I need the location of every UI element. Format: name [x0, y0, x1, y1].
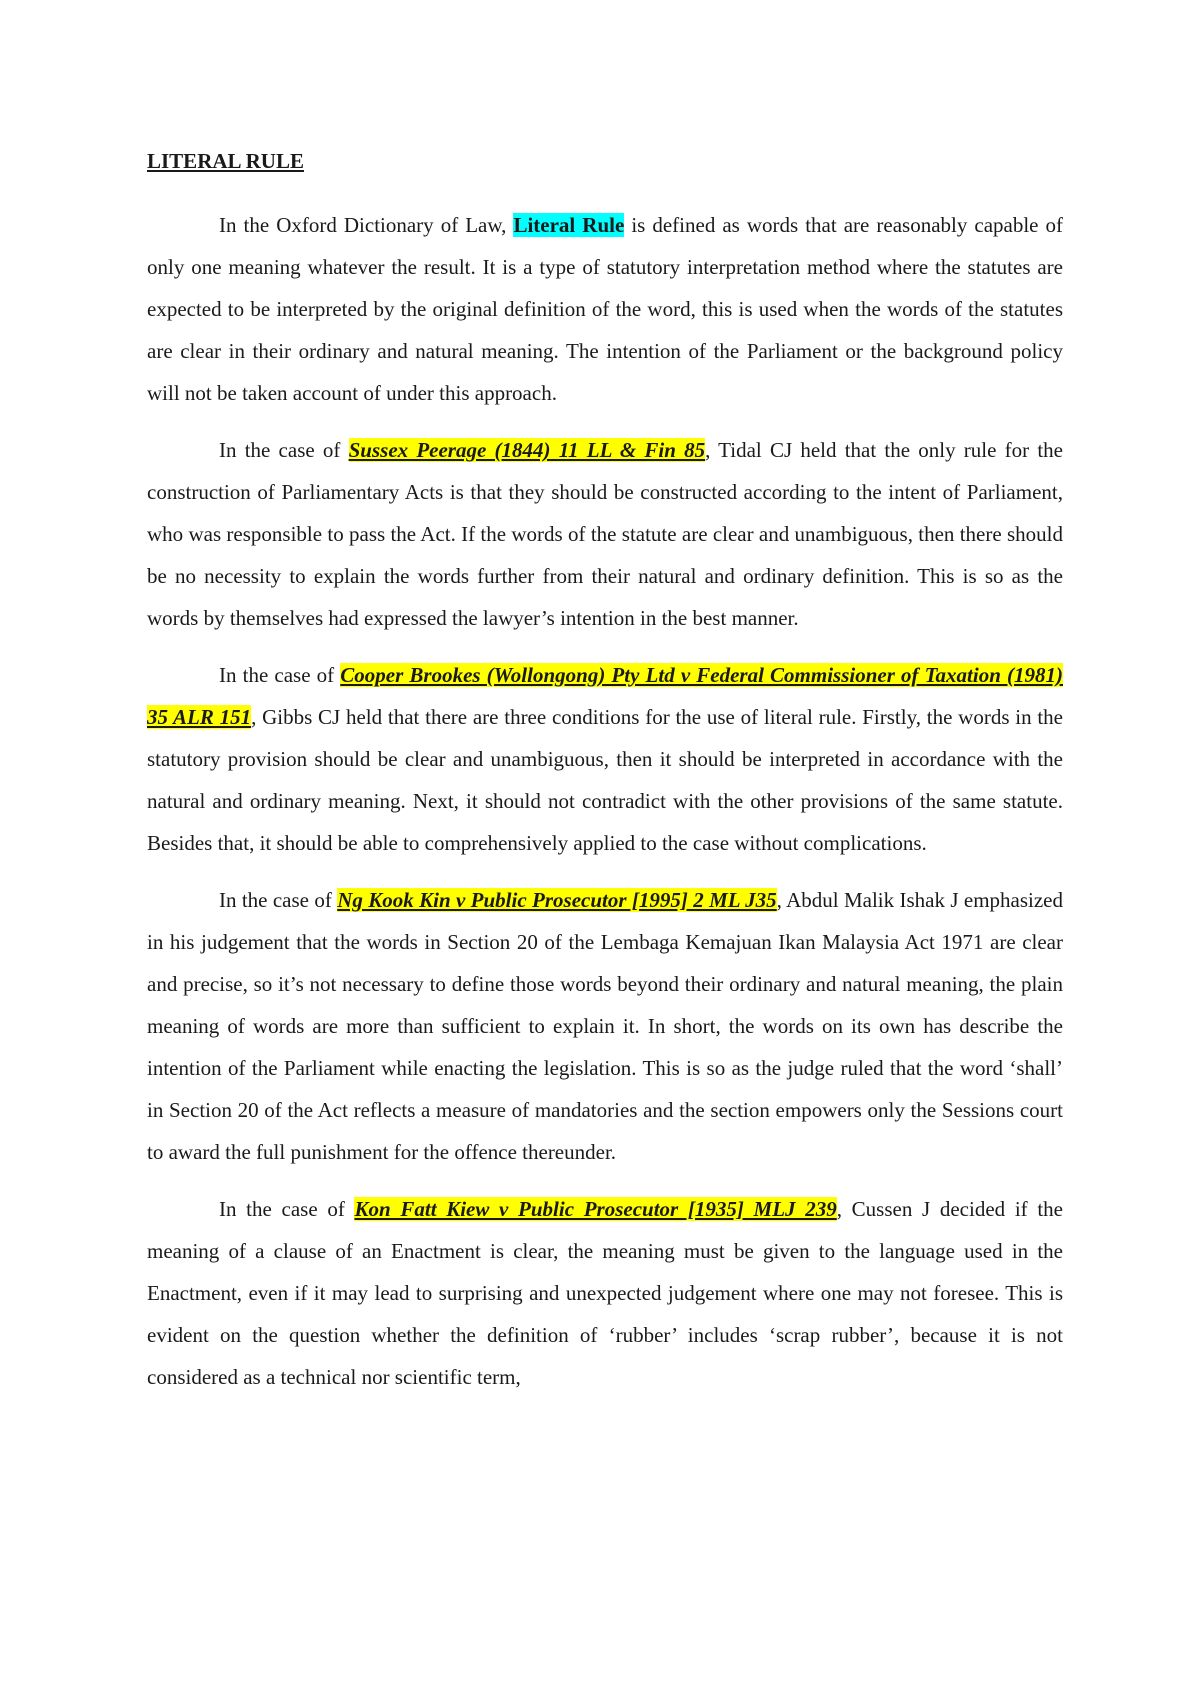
case-citation-cooper-brookes: Cooper Brookes (Wollongong) Pty Ltd v Federal Commissioner of Taxation (1981) 35 ALR 151 — [147, 663, 1063, 729]
section-heading: LITERAL RULE — [147, 149, 304, 173]
paragraph-text-before: In the Oxford Dictionary of Law, — [219, 213, 514, 237]
paragraph-definition — [147, 204, 1063, 414]
paragraph-kon-fatt-kiew — [147, 1188, 1063, 1398]
highlighted-term-literal-rule: Literal Rule — [513, 213, 625, 237]
paragraph-text-after: is defined as words that are reasonably capable of only one meaning whatever the result. It is a type of statutory interpretation method where the statutes are expected to be interpreted by the original definition of the word, this is used when the words of the statutes are clear in their ordinary and natural meaning. The intention of the Parliament or the background policy will not be taken account of under this approach. — [147, 213, 1064, 405]
paragraph-sussex-peerage — [147, 429, 1063, 639]
paragraph-text-after: , Gibbs CJ held that there are three conditions for the use of literal rule. Firstly, the words in the statutory provision should be clear and unambiguous, then it should be interpreted in accordance with the natural and ordinary meaning. Next, it should not contradict with the other provisions of the same statute. Besides that, it should be able to comprehensively applied to the case without complications. — [147, 705, 1063, 855]
paragraph-text-before: In the case of — [219, 1197, 355, 1221]
paragraph-text-before: In the case of — [219, 888, 338, 912]
paragraph-ng-kook-kin — [147, 879, 1063, 1173]
paragraph-text-after: , Abdul Malik Ishak J emphasized in his judgement that the words in Section 20 of the Lembaga Kemajuan Ikan Malaysia Act 1971 are clear and precise, so it’s not necessary to define those words beyond their ordinary and natural meaning, the plain meaning of words are more than sufficient to explain it. In short, the words on its own has describe the intention of the Parliament while enacting the legislation. This is so as the judge ruled that the word ‘shall’ in Section 20 of the Act reflects a measure of mandatories and the section empowers only the Sessions court to award the full punishment for the offence thereunder. — [147, 888, 1064, 1164]
paragraph-text-before: In the case of — [219, 663, 341, 687]
case-citation-sussex-peerage: Sussex Peerage (1844) 11 LL & Fin 85 — [348, 438, 706, 462]
paragraph-text-before: In the case of — [219, 438, 349, 462]
case-citation-kon-fatt-kiew: Kon Fatt Kiew v Public Prosecutor [1935] MLJ 239 — [354, 1197, 837, 1221]
document-page — [147, 140, 1063, 1413]
paragraph-text-after: , Tidal CJ held that the only rule for the construction of Parliamentary Acts is that they should be constructed according to the intent of Parliament, who was responsible to pass the Act. If the words of the statute are clear and unambiguous, then there should be no necessity to explain the words further from their natural and ordinary definition. This is so as the words by themselves had expressed the lawyer’s intention in the best manner. — [147, 438, 1063, 630]
paragraph-text-after: , Cussen J decided if the meaning of a clause of an Enactment is clear, the meaning must be given to the language used in the Enactment, even if it may lead to surprising and unexpected judgement where one may not foresee. This is evident on the question whether the definition of ‘rubber’ includes ‘scrap rubber’, because it is not considered as a technical nor scientific term, — [147, 1197, 1063, 1389]
paragraph-cooper-brookes — [147, 654, 1063, 864]
case-citation-ng-kook-kin: Ng Kook Kin v Public Prosecutor [1995] 2 ML J35 — [337, 888, 777, 912]
